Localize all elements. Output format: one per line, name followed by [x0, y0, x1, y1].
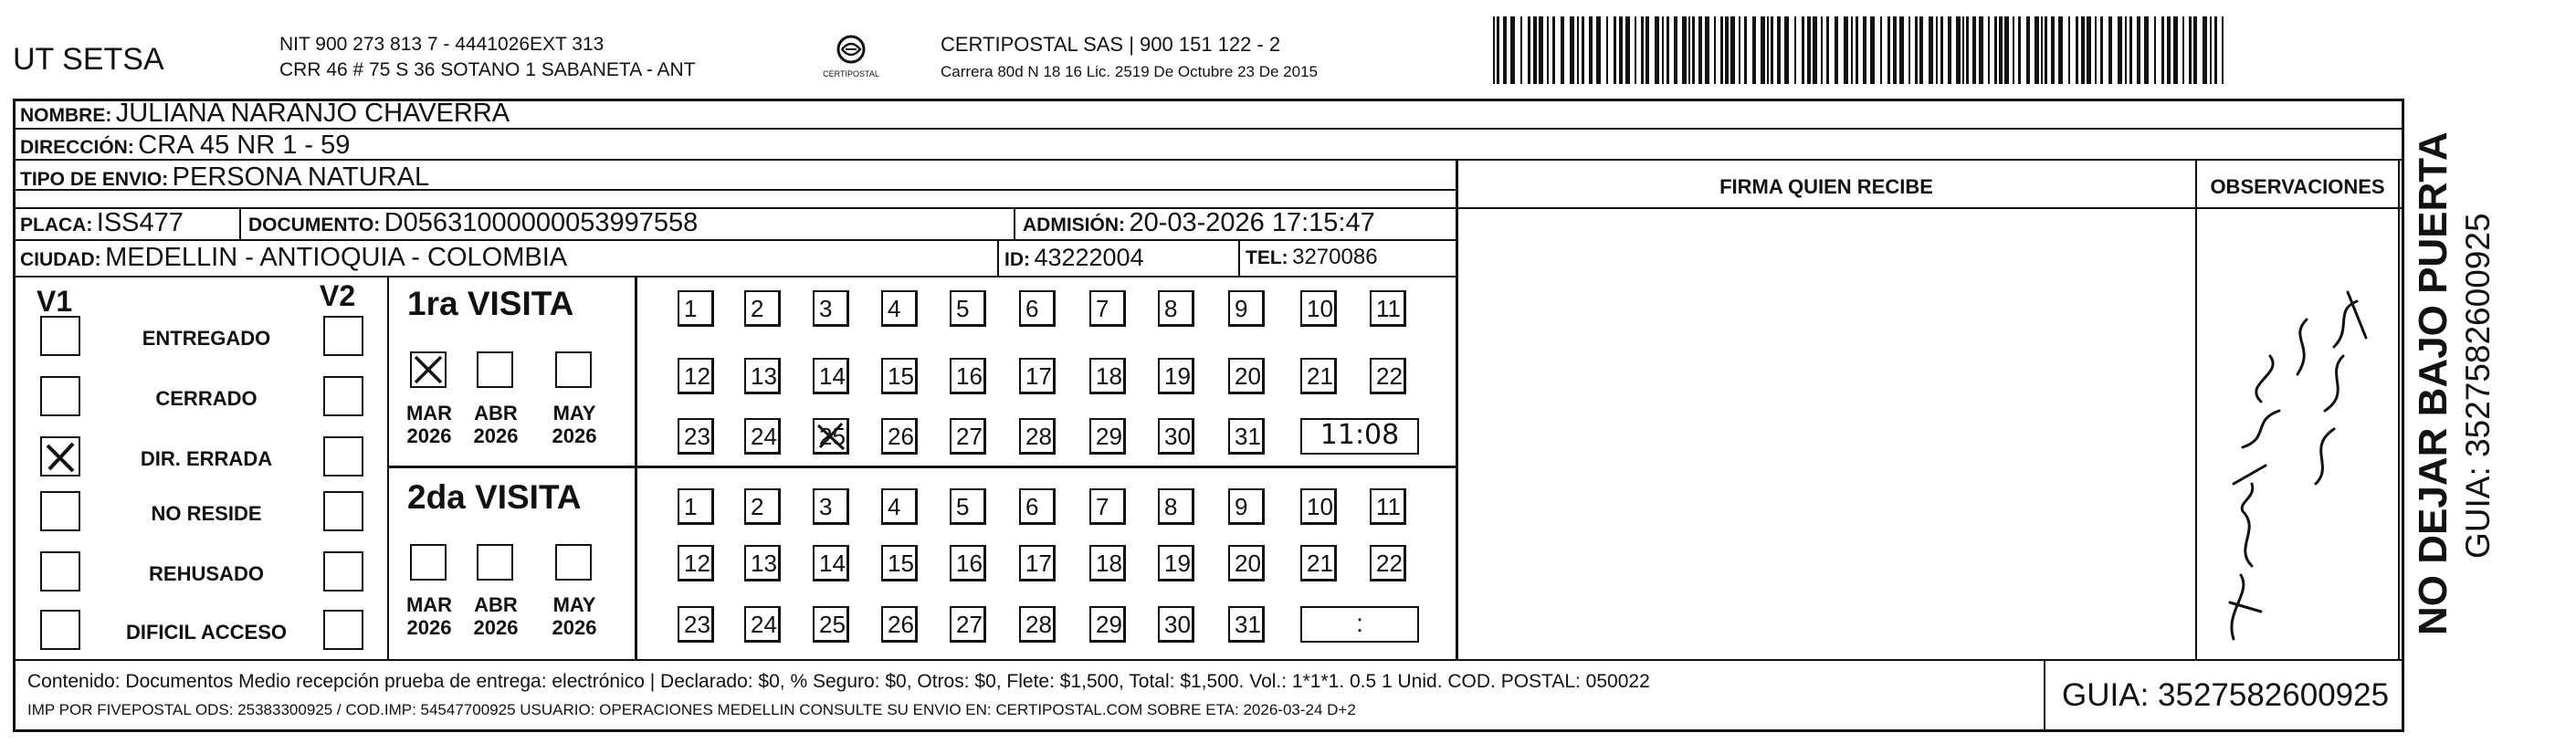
barcode-bar	[1520, 16, 1522, 84]
status-label: REHUSADO	[149, 562, 264, 585]
day-box[interactable]: 13	[744, 545, 781, 581]
barcode-bar	[2182, 16, 2184, 84]
month-label: MAR 2026	[405, 402, 453, 447]
tel-label: TEL:	[1246, 247, 1288, 268]
barcode-bar	[2081, 16, 2085, 84]
day-box[interactable]: 14	[813, 358, 849, 394]
barcode-bar	[1493, 16, 1495, 84]
day-box[interactable]: 26	[881, 606, 918, 643]
barcode-bar	[1503, 16, 1507, 84]
logo-caption: CERTIPOSTAL	[823, 69, 879, 79]
first-visit-title: 1ra VISITA	[407, 285, 574, 322]
day-box[interactable]: 23	[678, 418, 714, 455]
barcode-bar	[1698, 16, 1702, 84]
day-box[interactable]: 20	[1228, 545, 1265, 581]
id-field	[1004, 245, 1144, 275]
day-box[interactable]: 31	[1228, 606, 1265, 643]
admision-value: 20-03-2026 17:15:47	[1129, 208, 1375, 237]
nombre-field	[20, 100, 510, 131]
barcode-bar	[1784, 16, 1789, 84]
month-label: MAR 2026	[405, 593, 453, 639]
day-box[interactable]: 25	[813, 606, 849, 643]
barcode-bar	[2051, 16, 2055, 84]
barcode-bar	[2203, 16, 2207, 84]
barcode-bar	[1570, 16, 1574, 84]
day-box[interactable]: 4	[881, 290, 918, 327]
certipostal-logo	[815, 31, 888, 86]
barcode-bar	[1744, 16, 1747, 84]
day-box[interactable]: 17	[1019, 358, 1056, 394]
placa-label: PLACA:	[20, 215, 93, 236]
barcode-bar	[1972, 16, 1976, 84]
v2-checkbox[interactable]	[323, 551, 363, 592]
documento-label: DOCUMENTO:	[248, 215, 381, 236]
no-dejar-warning: NO DEJAR BAJO PUERTA	[2411, 131, 2455, 635]
barcode-bar	[2013, 16, 2014, 84]
barcode-bar	[1606, 16, 1608, 84]
barcode-bar	[2210, 16, 2212, 84]
barcode-bar	[1714, 16, 1716, 84]
barcode-bar	[1596, 16, 1601, 84]
month-checkbox[interactable]	[410, 351, 447, 388]
barcode-bar	[1807, 16, 1811, 84]
direccion-label: DIRECCIÓN:	[20, 137, 134, 158]
barcode-bar	[2154, 16, 2156, 84]
barcode-bar	[2222, 16, 2224, 84]
month-checkbox[interactable]	[410, 544, 447, 581]
day-box[interactable]: 6	[1019, 290, 1056, 327]
second-visit-time[interactable]: :	[1300, 606, 1419, 643]
barcode-bar	[1752, 16, 1756, 84]
month-checkbox[interactable]	[477, 351, 513, 388]
v1-checkbox[interactable]	[40, 551, 80, 592]
day-box[interactable]: 24	[744, 606, 781, 643]
month-checkbox[interactable]	[555, 351, 592, 388]
tipo-envio-label: TIPO DE ENVIO:	[20, 169, 169, 190]
day-box[interactable]: 27	[950, 606, 986, 643]
day-box[interactable]: 20	[1228, 358, 1265, 394]
firma-title: FIRMA QUIEN RECIBE	[1719, 175, 1933, 198]
license-line: Carrera 80d N 18 16 Lic. 2519 De Octubre 23 De 2015	[941, 63, 1318, 80]
day-box[interactable]: 28	[1019, 418, 1056, 455]
day-box[interactable]: 21	[1300, 545, 1337, 581]
barcode-bar	[1899, 16, 1904, 84]
barcode	[1493, 16, 2224, 84]
barcode-bar	[2129, 16, 2132, 84]
footer-print-line: IMP POR FIVEPOSTAL ODS: 25383300925 / COD.IMP: 54547700925 USUARIO: OPERACIONES MEDELLIN CONSULTE SU ENVIO EN: CERTIPOSTAL.COM SOBRE ETA: 2026-03-24 D+2	[27, 701, 1356, 718]
day-box[interactable]: 12	[678, 545, 714, 581]
day-box[interactable]: 6	[1019, 488, 1056, 525]
day-box[interactable]: 7	[1089, 290, 1126, 327]
barcode-bar	[1667, 16, 1669, 84]
day-box[interactable]: 10	[1300, 488, 1337, 525]
v2-header: V2	[320, 279, 356, 312]
barcode-bar	[2026, 16, 2030, 84]
side-guia: GUIA: 3527582600925	[2459, 213, 2497, 559]
placa-value: ISS477	[96, 208, 184, 237]
barcode-bar	[2161, 16, 2164, 84]
footer-content-line: Contenido: Documentos Medio recepción prueba de entrega: electrónico | Declarado: $0, % Seguro: $0, Otros: $0, Flete: $1,500, Total: $1,500. Vol.: 1*1*1. 0.5 1 Unid. COD. POSTAL: 050022	[27, 671, 1650, 692]
barcode-bar	[2095, 16, 2097, 84]
day-box[interactable]: 8	[1158, 290, 1194, 327]
certipostal-line: CERTIPOSTAL SAS | 900 151 122 - 2	[941, 33, 1281, 56]
barcode-bar	[1887, 16, 1890, 84]
barcode-bar	[1936, 16, 1938, 84]
observaciones-title: OBSERVACIONES	[2210, 175, 2385, 198]
day-box[interactable]: 22	[1370, 358, 1406, 394]
barcode-bar	[1802, 16, 1804, 84]
ciudad-field	[20, 245, 567, 275]
barcode-bar	[1528, 16, 1530, 84]
barcode-bar	[1777, 16, 1781, 84]
barcode-bar	[2100, 16, 2103, 84]
day-box[interactable]: 1	[678, 488, 714, 525]
month-checkbox[interactable]	[555, 544, 592, 581]
barcode-bar	[2045, 16, 2047, 84]
nombre-value: JULIANA NARANJO CHAVERRA	[115, 99, 510, 128]
month-label: MAY 2026	[552, 402, 597, 447]
day-box[interactable]: 29	[1089, 418, 1126, 455]
day-box[interactable]: 31	[1228, 418, 1265, 455]
documento-field	[248, 210, 698, 240]
barcode-bar	[1725, 16, 1729, 84]
barcode-bar	[1730, 16, 1735, 84]
barcode-bar	[1739, 16, 1740, 84]
status-label: ENTREGADO	[142, 327, 271, 350]
admision-field	[1023, 210, 1375, 240]
barcode-bar	[1539, 16, 1543, 84]
day-box[interactable]: 12	[678, 358, 714, 394]
barcode-bar	[1966, 16, 1969, 84]
barcode-bar	[1767, 16, 1769, 84]
day-box[interactable]: 22	[1370, 545, 1406, 581]
barcode-bar	[1994, 16, 1997, 84]
day-box[interactable]: 8	[1158, 488, 1194, 525]
barcode-bar	[2214, 16, 2217, 84]
barcode-bar	[2137, 16, 2140, 84]
day-box[interactable]: 26	[881, 418, 918, 455]
v1-checkbox[interactable]	[40, 316, 80, 356]
day-box[interactable]: 29	[1089, 606, 1126, 643]
month-label: MAY 2026	[552, 593, 597, 639]
status-label: DIFICIL ACCESO	[125, 621, 287, 644]
tel-field	[1246, 245, 1378, 273]
tel-value: 3270086	[1292, 245, 1378, 269]
barcode-bar	[1908, 16, 1910, 84]
barcode-bar	[1688, 16, 1690, 84]
barcode-bar	[1794, 16, 1796, 84]
barcode-bar	[1863, 16, 1866, 84]
barcode-bar	[1662, 16, 1664, 84]
month-label: ABR 2026	[473, 402, 519, 447]
barcode-bar	[1533, 16, 1537, 84]
day-box[interactable]: 13	[744, 358, 781, 394]
barcode-bar	[1561, 16, 1564, 84]
barcode-bar	[1940, 16, 1943, 84]
documento-value: D05631000000053997558	[384, 208, 699, 237]
barcode-bar	[2035, 16, 2039, 84]
barcode-bar	[1582, 16, 1584, 84]
second-visit-title: 2da VISITA	[407, 478, 582, 516]
barcode-bar	[2018, 16, 2021, 84]
barcode-bar	[2144, 16, 2149, 84]
barcode-bar	[1625, 16, 1630, 84]
barcode-bar	[1674, 16, 1677, 84]
day-box[interactable]: 21	[1300, 358, 1337, 394]
barcode-bar	[1645, 16, 1649, 84]
day-box[interactable]: 2	[744, 290, 781, 327]
status-label: DIR. ERRADA	[140, 447, 273, 470]
v1-checkbox[interactable]	[40, 376, 80, 416]
barcode-bar	[1705, 16, 1709, 84]
day-box[interactable]: 15	[881, 358, 918, 394]
day-box[interactable]: 3	[813, 290, 849, 327]
v2-checkbox[interactable]	[323, 316, 363, 356]
direccion-value: CRA 45 NR 1 - 59	[138, 131, 351, 160]
barcode-bar	[1893, 16, 1897, 84]
barcode-bar	[1915, 16, 1918, 84]
barcode-bar	[1821, 16, 1823, 84]
barcode-bar	[2068, 16, 2070, 84]
barcode-bar	[1720, 16, 1723, 84]
day-box[interactable]: 11	[1370, 290, 1406, 327]
v2-checkbox[interactable]	[323, 376, 363, 416]
id-value: 43222004	[1034, 244, 1144, 271]
admision-label: ADMISIÓN:	[1023, 215, 1125, 236]
barcode-bar	[2173, 16, 2178, 84]
status-label: NO RESIDE	[151, 502, 262, 525]
day-box[interactable]: 16	[950, 358, 986, 394]
barcode-bar	[2041, 16, 2043, 84]
barcode-bar	[1979, 16, 1983, 84]
barcode-bar	[1641, 16, 1644, 84]
barcode-bar	[1510, 16, 1515, 84]
barcode-bar	[1577, 16, 1579, 84]
day-box[interactable]: 1	[678, 290, 714, 327]
day-box[interactable]: 18	[1089, 545, 1126, 581]
id-label: ID:	[1004, 249, 1030, 270]
barcode-bar	[1813, 16, 1817, 84]
barcode-bar	[2167, 16, 2171, 84]
day-box[interactable]: 10	[1300, 290, 1337, 327]
day-box[interactable]: 18	[1089, 358, 1126, 394]
barcode-bar	[2076, 16, 2078, 84]
day-box[interactable]: 19	[1158, 358, 1194, 394]
day-box[interactable]: 16	[950, 545, 986, 581]
first-visit-time[interactable]: 11:08	[1300, 418, 1419, 455]
barcode-bar	[2125, 16, 2127, 84]
tipo-envio-field	[20, 164, 429, 194]
month-checkbox[interactable]	[477, 544, 513, 581]
barcode-bar	[2058, 16, 2063, 84]
barcode-bar	[1692, 16, 1695, 84]
barcode-bar	[1835, 16, 1838, 84]
day-box[interactable]: 2	[744, 488, 781, 525]
address-line: CRR 46 # 75 S 36 SOTANO 1 SABANETA - ANT	[279, 59, 696, 80]
barcode-bar	[1497, 16, 1499, 84]
barcode-bar	[2087, 16, 2091, 84]
direccion-field	[20, 132, 350, 162]
v1-checkbox[interactable]	[40, 491, 80, 531]
day-box[interactable]: 25	[813, 418, 849, 455]
day-box[interactable]: 3	[813, 488, 849, 525]
nombre-label: NOMBRE:	[20, 105, 112, 126]
observation-handwriting	[2197, 210, 2398, 657]
day-box[interactable]: 15	[881, 545, 918, 581]
day-box[interactable]: 9	[1228, 290, 1265, 327]
barcode-bar	[1614, 16, 1616, 84]
barcode-bar	[1655, 16, 1659, 84]
ciudad-value: MEDELLIN - ANTIOQUIA - COLOMBIA	[105, 243, 568, 272]
day-box[interactable]: 11	[1370, 488, 1406, 525]
v1-checkbox[interactable]	[40, 610, 80, 650]
observation-text	[2270, 634, 2271, 639]
barcode-bar	[1552, 16, 1555, 84]
barcode-bar	[1999, 16, 2003, 84]
day-box[interactable]: 4	[881, 488, 918, 525]
barcode-bar	[1589, 16, 1593, 84]
nit-line: NIT 900 273 813 7 - 4441026EXT 313	[279, 34, 605, 55]
barcode-bar	[1880, 16, 1882, 84]
day-box[interactable]: 5	[950, 290, 986, 327]
barcode-bar	[1547, 16, 1549, 84]
barcode-bar	[1851, 16, 1853, 84]
ciudad-label: CIUDAD:	[20, 249, 101, 270]
day-box[interactable]: 19	[1158, 545, 1194, 581]
barcode-bar	[1919, 16, 1923, 84]
day-box[interactable]: 23	[678, 606, 714, 643]
v2-checkbox[interactable]	[323, 436, 363, 476]
day-box[interactable]: 14	[813, 545, 849, 581]
day-box[interactable]: 5	[950, 488, 986, 525]
barcode-bar	[1682, 16, 1687, 84]
month-label: ABR 2026	[473, 593, 519, 639]
day-box[interactable]: 24	[744, 418, 781, 455]
barcode-bar	[1771, 16, 1773, 84]
footer-guia: GUIA: 3527582600925	[2062, 677, 2390, 713]
barcode-bar	[1929, 16, 1933, 84]
barcode-bar	[1844, 16, 1848, 84]
day-box[interactable]: 30	[1158, 418, 1194, 455]
barcode-bar	[1856, 16, 1858, 84]
v1-header: V1	[37, 285, 73, 318]
barcode-bar	[2108, 16, 2112, 84]
placa-field	[20, 210, 184, 240]
barcode-bar	[1826, 16, 1829, 84]
barcode-bar	[1948, 16, 1951, 84]
barcode-bar	[2118, 16, 2122, 84]
company-name: UT SETSA	[13, 42, 164, 77]
barcode-bar	[1761, 16, 1765, 84]
barcode-bar	[1635, 16, 1636, 84]
day-box[interactable]: 30	[1158, 606, 1194, 643]
barcode-bar	[1988, 16, 1990, 84]
v2-checkbox[interactable]	[323, 491, 363, 531]
day-box[interactable]: 28	[1019, 606, 1056, 643]
barcode-bar	[2193, 16, 2197, 84]
day-box[interactable]: 17	[1019, 545, 1056, 581]
barcode-bar	[2004, 16, 2009, 84]
status-label: CERRADO	[155, 387, 258, 410]
barcode-bar	[1870, 16, 1875, 84]
barcode-bar	[1619, 16, 1623, 84]
tipo-envio-value: PERSONA NATURAL	[172, 162, 430, 192]
v2-checkbox[interactable]	[323, 610, 363, 650]
day-box[interactable]: 27	[950, 418, 986, 455]
barcode-bar	[1956, 16, 1961, 84]
v1-checkbox[interactable]	[40, 436, 80, 476]
barcode-bar	[2189, 16, 2192, 84]
day-box[interactable]: 9	[1228, 488, 1265, 525]
day-box[interactable]: 7	[1089, 488, 1126, 525]
barcode-bar	[1962, 16, 1964, 84]
